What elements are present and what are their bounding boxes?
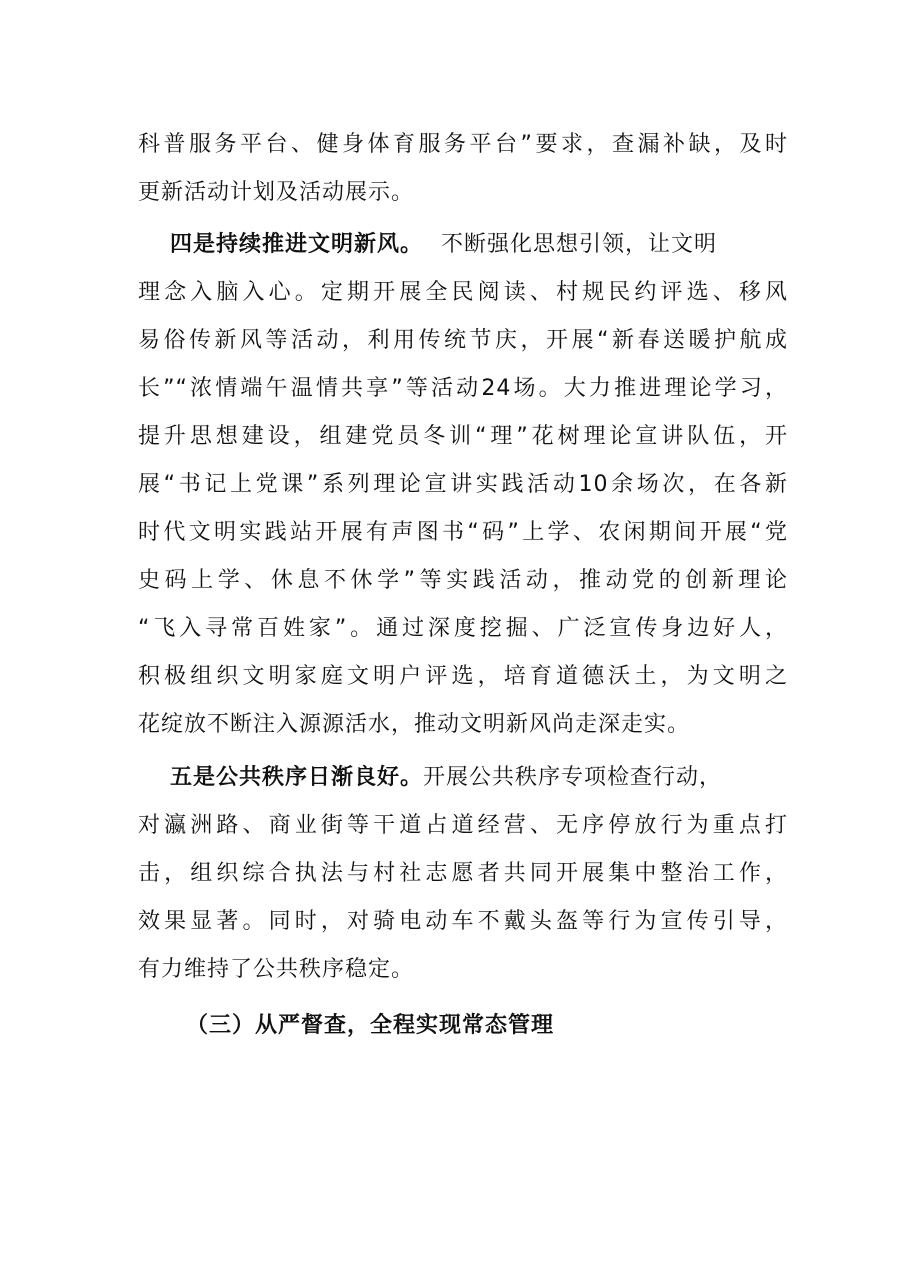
paragraph-line: “飞入寻常百姓家”。通过深度挖掘、广泛宣传身边好人， — [138, 616, 788, 641]
paragraph-line: 对瀛洲路、商业街等干道占道经营、无序停放行为重点打 — [138, 813, 788, 838]
paragraph-line: 时代文明实践站开展有声图书“码”上学、农闲期间开展“党 — [138, 520, 788, 545]
paragraph-line: 提升思想建设，组建党员冬训“理”花树理论宣讲队伍，开 — [138, 424, 788, 449]
paragraph-four-first-line — [170, 225, 788, 265]
paragraph-line: 理念入脑入心。定期开展全民阅读、村规民约评选、移风 — [138, 280, 788, 305]
paragraph-four-first-line-text: 不断强化思想引领，让文明 — [441, 232, 718, 257]
paragraph-line: 易俗传新风等活动，利用传统节庆，开展“新春送暖护航成 — [138, 328, 788, 353]
paragraph-line: 击，组织综合执法与村社志愿者共同开展集中整治工作， — [138, 861, 788, 886]
paragraph-line: 积极组织文明家庭文明户评选，培育道德沃土，为文明之 — [138, 664, 788, 689]
paragraph-five-first-line-text: 开展公共秩序专项检查行动， — [423, 765, 723, 790]
paragraph-line: 效果显著。同时，对骑电动车不戴头盔等行为宣传引导， — [138, 909, 788, 934]
paragraph-line: 史码上学、休息不休学”等实践活动，推动党的创新理论 — [138, 568, 788, 593]
paragraph-four-lead: 四是持续推进文明新风。 — [170, 232, 424, 257]
paragraph-five-lead: 五是公共秩序日渐良好。 — [170, 765, 424, 790]
paragraph-line: 有力维持了公共秩序稳定。 — [138, 957, 415, 982]
paragraph-line: 长”“浓情端午温情共享”等活动24场。大力推进理论学习， — [138, 376, 788, 401]
paragraph-line: 花绽放不断注入源源活水，推动文明新风尚走深走实。 — [138, 712, 691, 737]
section-heading: （三）从严督查，全程实现常态管理 — [186, 1013, 555, 1038]
paragraph-five-first-line — [170, 758, 788, 798]
paragraph-line: 更新活动计划及活动展示。 — [138, 180, 415, 205]
paragraph-line: 展“书记上党课”系列理论宣讲实践活动10余场次，在各新 — [138, 472, 788, 497]
paragraph-line: 科普服务平台、健身体育服务平台”要求，查漏补缺，及时 — [138, 132, 788, 157]
